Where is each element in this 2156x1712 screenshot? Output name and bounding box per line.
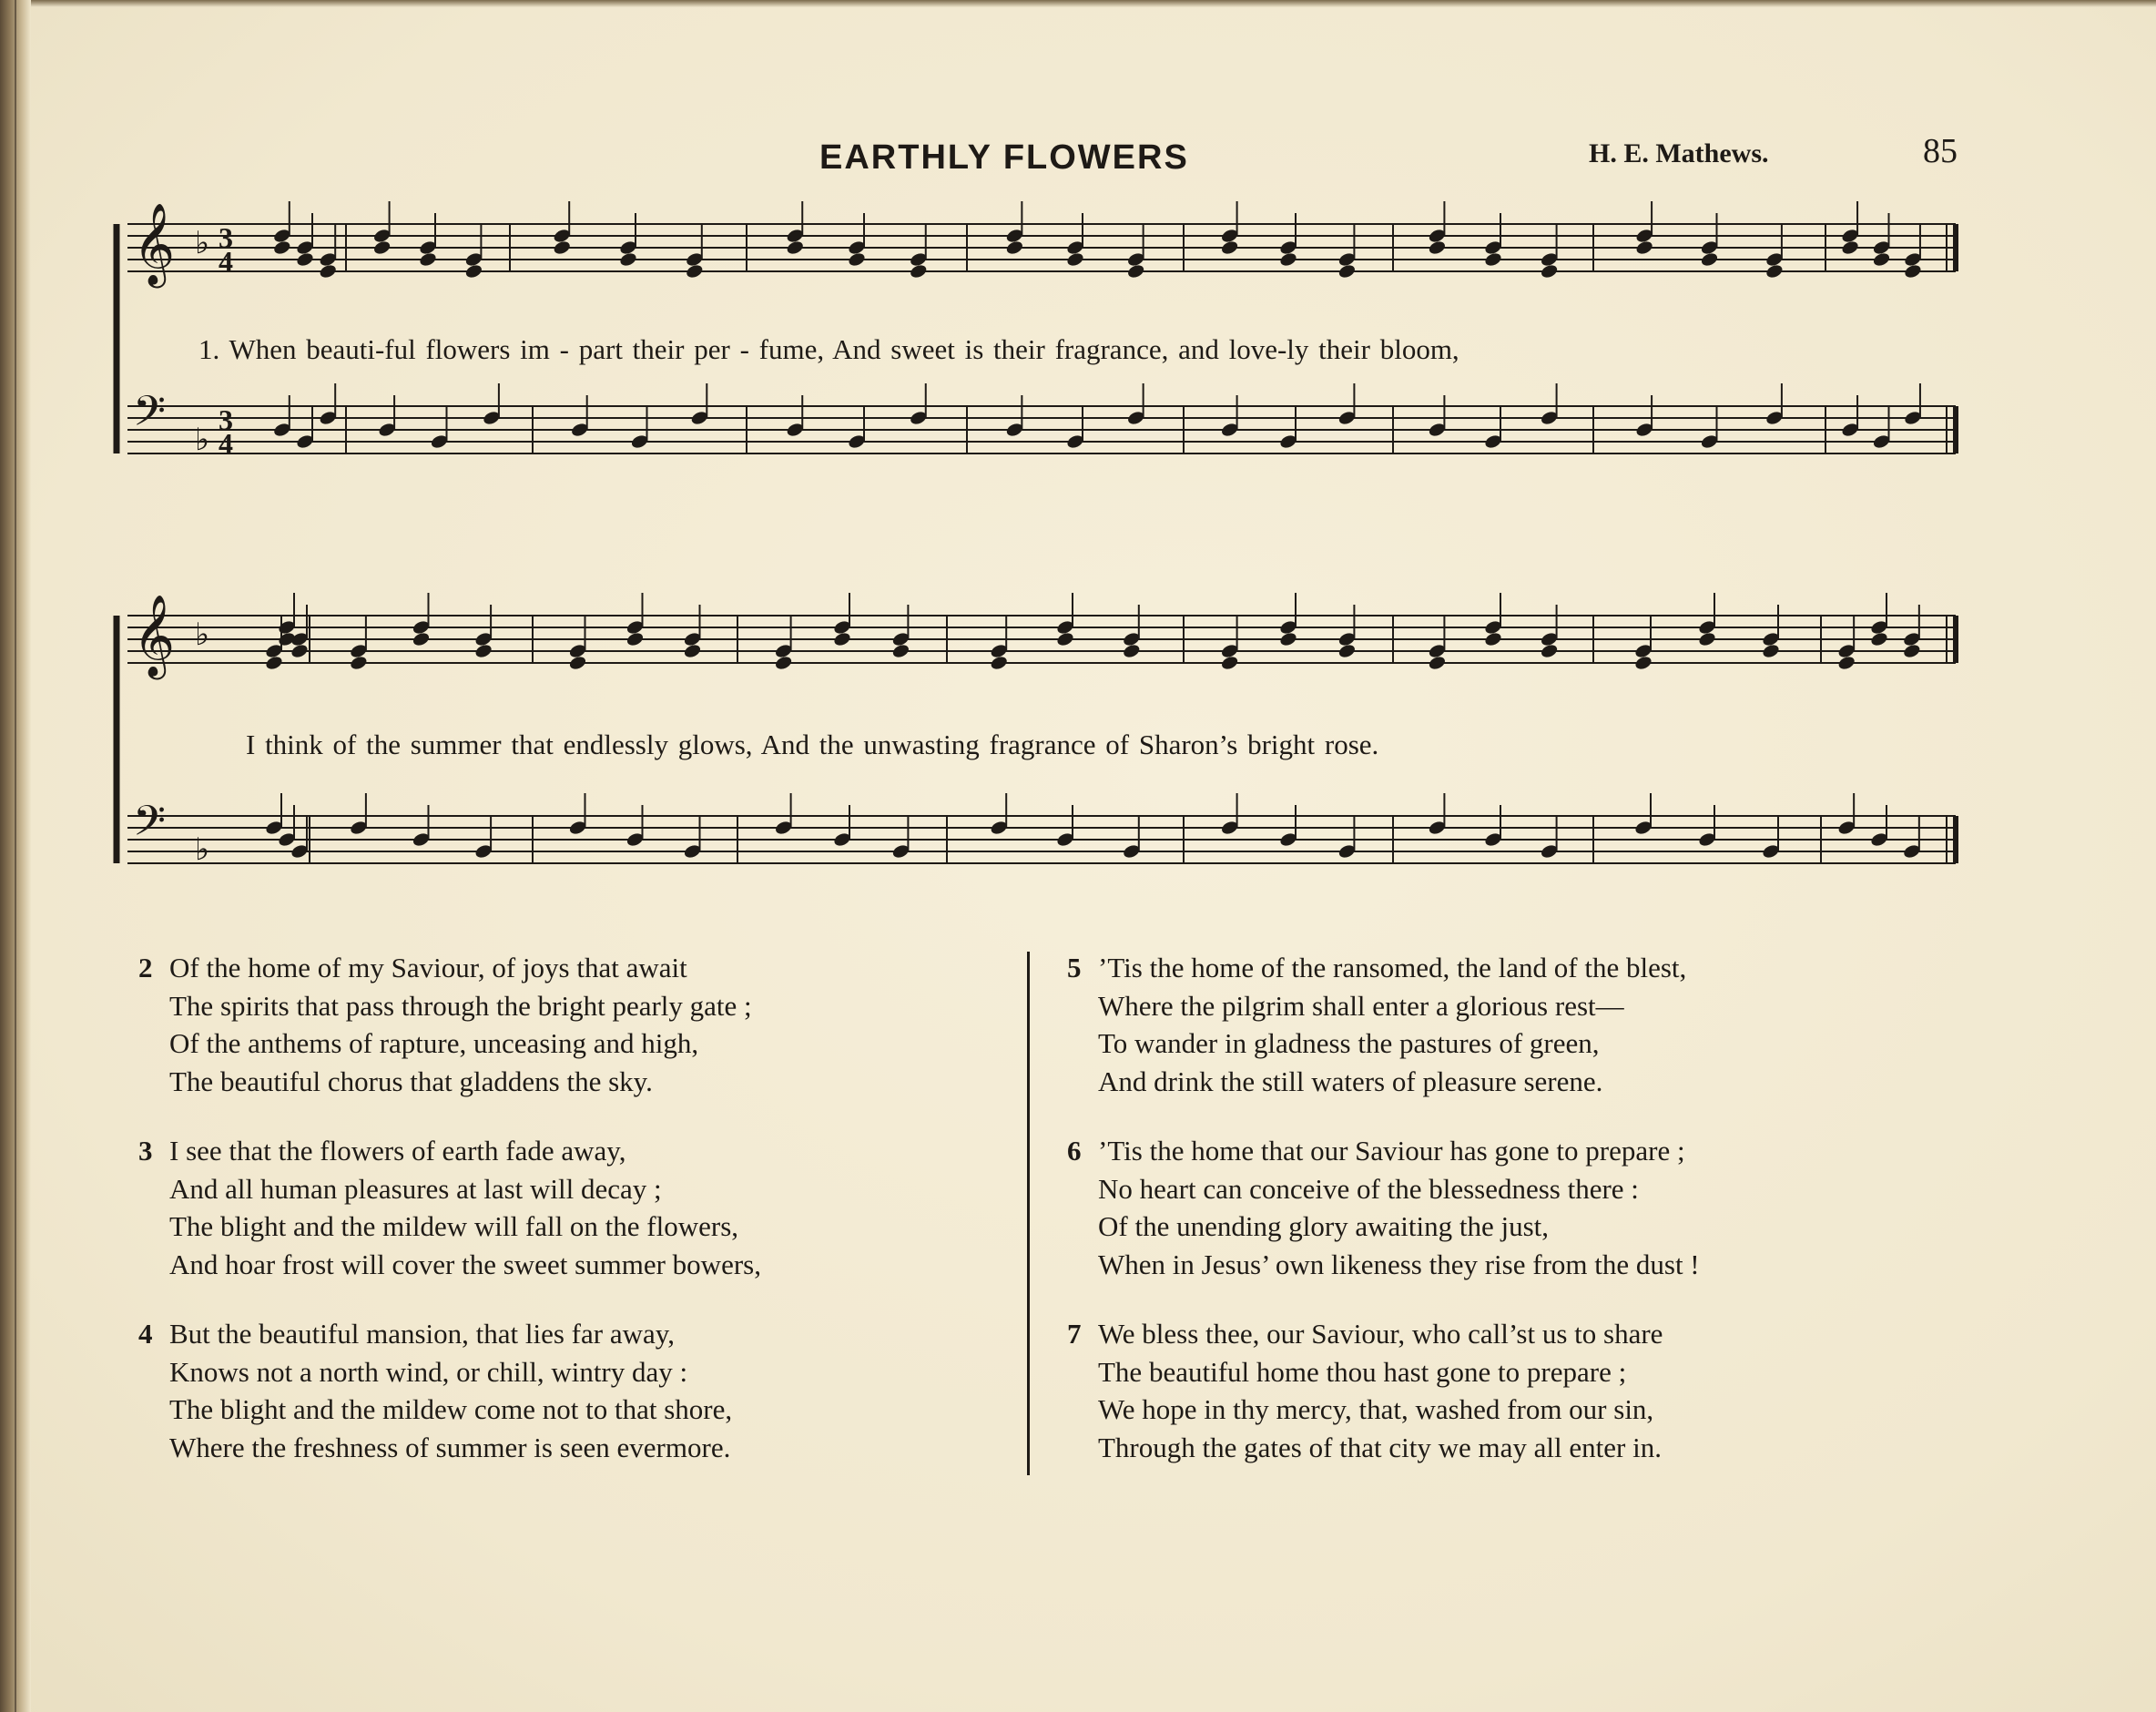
note-head — [264, 655, 283, 671]
stanza-line: We hope in thy mercy, that, washed from our sin, — [1098, 1393, 1654, 1425]
note-head — [553, 239, 572, 256]
stanza-line: We bless thee, our Saviour, who call’st us to share — [1098, 1318, 1663, 1350]
note-head — [1220, 239, 1239, 256]
note-head — [272, 239, 291, 256]
stanza-7 — [1067, 1315, 1663, 1466]
stanza-line: The spirits that pass through the bright pearly gate ; — [169, 989, 752, 1022]
bass-clef: 𝄢 — [133, 797, 167, 856]
time-signature-top: 3 — [219, 403, 233, 436]
hymn-title: EARTHLY FLOWERS — [819, 138, 1189, 177]
stanza-line: No heart can conceive of the blessedness there : — [1098, 1172, 1639, 1205]
note-head — [1220, 655, 1239, 671]
stanza-number: 6 — [1067, 1135, 1082, 1167]
note-head — [1903, 263, 1922, 280]
column-divider — [1027, 952, 1030, 1475]
flat-key-signature: ♭ — [195, 225, 210, 261]
stanza-4 — [138, 1315, 732, 1466]
time-signature-bottom: 4 — [219, 427, 233, 460]
note-head — [1428, 655, 1447, 671]
note-head — [685, 263, 704, 280]
stanza-line: Of the anthems of rapture, unceasing and high, — [169, 1027, 699, 1059]
note-head — [1633, 655, 1653, 671]
stanza-line: The blight and the mildew come not to that shore, — [169, 1393, 733, 1425]
stanza-number: 2 — [138, 952, 153, 983]
stanza-line: Where the freshness of summer is seen evermore. — [169, 1431, 731, 1463]
note-head — [847, 251, 866, 268]
stanza-2 — [138, 949, 752, 1100]
stanza-5 — [1067, 949, 1686, 1100]
note-head — [1483, 631, 1502, 647]
note-head — [1840, 239, 1859, 256]
note-head — [1122, 643, 1141, 659]
note-head — [1005, 239, 1024, 256]
note-head — [1428, 239, 1447, 256]
note-head — [464, 263, 483, 280]
note-head — [568, 655, 587, 671]
note-head — [1697, 631, 1716, 647]
stanza-line: And hoar frost will cover the sweet summer bowers, — [169, 1248, 761, 1280]
note-head — [832, 631, 851, 647]
stanza-line: When in Jesus’ own likeness they rise from the dust ! — [1098, 1248, 1700, 1280]
stanza-line: I see that the flowers of earth fade away, — [169, 1135, 626, 1167]
flat-key-signature: ♭ — [195, 422, 210, 458]
stanza-number: 5 — [1067, 952, 1082, 983]
stanza-line: Through the gates of that city we may all enter in. — [1098, 1431, 1662, 1463]
note-head — [1065, 251, 1084, 268]
note-head — [349, 655, 368, 671]
note-head — [372, 239, 392, 256]
stanza-line: Of the unending glory awaiting the just, — [1098, 1210, 1550, 1242]
stanza-6 — [1067, 1132, 1700, 1283]
stanza-line: But the beautiful mansion, that lies far away, — [169, 1318, 675, 1350]
note-head — [683, 643, 702, 659]
treble-clef: 𝄞 — [133, 595, 176, 677]
lyrics-line-1: 1. When beauti-ful flowers im - part their per - fume, And sweet is their fragrance, and love-ly their bloom, — [198, 333, 1459, 365]
stanza-3 — [138, 1132, 761, 1283]
note-head — [1764, 263, 1784, 280]
note-head — [1634, 239, 1653, 256]
note-head — [319, 263, 338, 280]
stanza-line: ’Tis the home of the ransomed, the land of the blest, — [1098, 952, 1687, 983]
note-head — [1126, 263, 1145, 280]
flat-key-signature: ♭ — [195, 617, 210, 653]
note-head — [1337, 263, 1357, 280]
stanza-line: Knows not a north wind, or chill, wintry day : — [169, 1355, 688, 1388]
note-head — [1902, 643, 1921, 659]
lyrics-line-2: I think of the summer that endlessly glows, And the unwasting fragrance of Sharon’s bright rose. — [246, 729, 1379, 760]
treble-clef: 𝄞 — [133, 203, 176, 285]
time-signature-top: 3 — [219, 221, 233, 254]
stanza-line: The beautiful home thou hast gone to prepare ; — [1098, 1355, 1627, 1388]
note-head — [412, 631, 431, 647]
note-head — [774, 655, 793, 671]
stanza-line: The beautiful chorus that gladdens the sky. — [169, 1065, 653, 1097]
stanza-line: Of the home of my Saviour, of joys that await — [169, 952, 687, 983]
stanza-number: 3 — [138, 1135, 153, 1167]
stanza-line: The blight and the mildew will fall on the flowers, — [169, 1210, 739, 1242]
note-head — [1278, 251, 1297, 268]
note-head — [1278, 631, 1297, 647]
stanza-number: 4 — [138, 1318, 153, 1350]
note-head — [1055, 631, 1074, 647]
note-head — [1540, 643, 1559, 659]
note-head — [618, 251, 637, 268]
note-head — [1761, 643, 1780, 659]
note-head — [990, 655, 1009, 671]
note-head — [625, 631, 645, 647]
note-head — [909, 263, 928, 280]
stanza-line: To wander in gladness the pastures of green, — [1098, 1027, 1600, 1059]
stanza-line: ’Tis the home that our Saviour has gone to prepare ; — [1098, 1135, 1685, 1167]
staff-systems — [117, 201, 1956, 868]
bass-clef: 𝄢 — [133, 387, 167, 446]
note-head — [1483, 251, 1502, 268]
stanza-line: Where the pilgrim shall enter a glorious rest— — [1098, 989, 1624, 1022]
note-head — [473, 643, 493, 659]
stanza-line: And all human pleasures at last will decay ; — [169, 1172, 662, 1205]
note-head — [786, 239, 805, 256]
note-head — [1872, 251, 1891, 268]
page-number: 85 — [1923, 132, 1958, 170]
stanza-line: And drink the still waters of pleasure serene. — [1098, 1065, 1603, 1097]
note-head — [1700, 251, 1719, 268]
time-signature-bottom: 4 — [219, 245, 233, 278]
note-head — [418, 251, 437, 268]
note-head — [1337, 643, 1357, 659]
note-head — [1869, 631, 1888, 647]
note-head — [290, 643, 309, 659]
note-head — [891, 643, 910, 659]
note-head — [1836, 655, 1856, 671]
note-head — [295, 251, 314, 268]
stanza-number: 7 — [1067, 1318, 1082, 1350]
note-head — [1540, 263, 1559, 280]
flat-key-signature: ♭ — [195, 831, 210, 868]
composer-credit: H. E. Mathews. — [1589, 138, 1769, 168]
